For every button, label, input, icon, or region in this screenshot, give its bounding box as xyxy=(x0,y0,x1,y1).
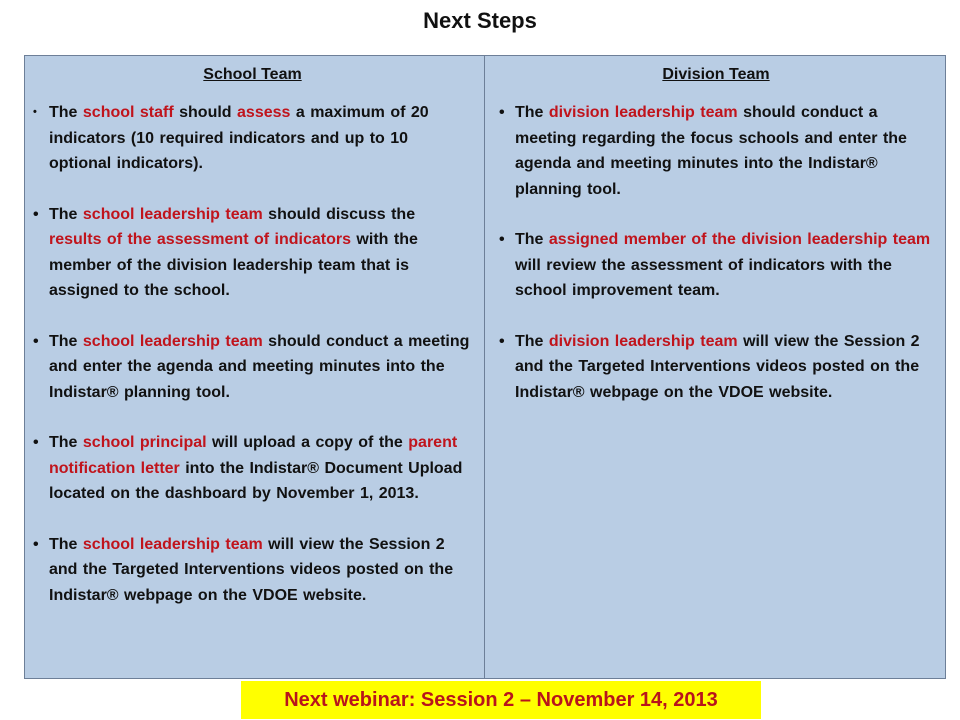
school-team-item-4 xyxy=(33,430,472,507)
bullet-icon: • xyxy=(33,106,37,118)
page-title: Next Steps xyxy=(423,8,537,33)
text-segment: should xyxy=(173,104,238,121)
text-segment: The xyxy=(515,104,549,121)
next-webinar-banner: Next webinar: Session 2 – November 14, 2013 xyxy=(241,681,761,719)
text-segment: should conduct a meeting and enter the agenda and meeting minutes into the Indistar® planning tool. xyxy=(49,332,470,401)
text-segment: The xyxy=(49,205,83,223)
highlight-text: school staff xyxy=(82,104,174,121)
school-team-item-1 xyxy=(33,100,472,177)
highlight-text: results of the assessment of indicators xyxy=(49,231,351,248)
text-segment: The xyxy=(49,535,83,553)
text-segment: will view the Session 2 and the Targeted Interventions videos posted on the Indistar® webpage on the VDOE website. xyxy=(515,332,920,401)
text-segment: will upload a copy of the xyxy=(206,434,409,451)
school-team-heading: School Team xyxy=(203,66,302,83)
bullet-icon: • xyxy=(499,231,505,248)
division-team-heading: Division Team xyxy=(662,66,770,83)
text-segment: should discuss the xyxy=(262,205,416,223)
division-team-column xyxy=(485,56,945,678)
text-segment: The xyxy=(515,332,549,350)
highlight-text: school principal xyxy=(82,434,207,451)
school-team-item-5 xyxy=(33,532,472,609)
bullet-icon: • xyxy=(499,332,505,350)
text-segment: a maximum of 20 indicators (10 required indicators and up to 10 optional indicators). xyxy=(49,104,429,172)
bullet-icon: • xyxy=(33,332,39,350)
text-segment: The xyxy=(49,434,83,451)
school-team-item-3 xyxy=(33,329,472,406)
text-segment: should conduct a meeting regarding the focus schools and enter the agenda and meeting minutes into the Indistar® planning tool. xyxy=(515,104,907,198)
text-segment: The xyxy=(515,231,549,248)
text-segment: with the member of the division leadership team that is assigned to the school. xyxy=(49,231,418,299)
division-team-item-2 xyxy=(499,227,933,304)
highlight-text: division leadership team xyxy=(548,332,738,350)
highlight-text: parent notification letter xyxy=(49,434,458,477)
text-segment: will view the Session 2 and the Targeted Interventions videos posted on the Indistar® webpage on the VDOE website. xyxy=(49,535,454,604)
highlight-text: assess xyxy=(237,104,291,121)
bullet-icon: • xyxy=(33,205,39,223)
highlight-text: school leadership team xyxy=(82,205,263,223)
school-team-item-2 xyxy=(33,202,472,304)
text-segment: will review the assessment of indicators with the school improvement team. xyxy=(515,256,892,299)
text-segment: into the Indistar® Document Upload located on the dashboard by November 1, 2013. xyxy=(49,459,463,502)
highlight-text: school leadership team xyxy=(82,332,263,350)
text-segment: The xyxy=(49,332,83,350)
highlight-text: assigned member of the division leadership team xyxy=(548,231,931,248)
school-team-column xyxy=(25,56,485,678)
highlight-text: division leadership team xyxy=(548,104,738,121)
bullet-icon: • xyxy=(33,535,39,553)
bullet-icon: • xyxy=(33,434,39,451)
division-team-item-3 xyxy=(499,329,933,406)
bullet-icon: • xyxy=(499,104,505,121)
highlight-text: school leadership team xyxy=(82,535,263,553)
next-steps-table xyxy=(24,55,946,679)
text-segment: The xyxy=(49,104,83,121)
division-team-item-1 xyxy=(499,100,933,202)
